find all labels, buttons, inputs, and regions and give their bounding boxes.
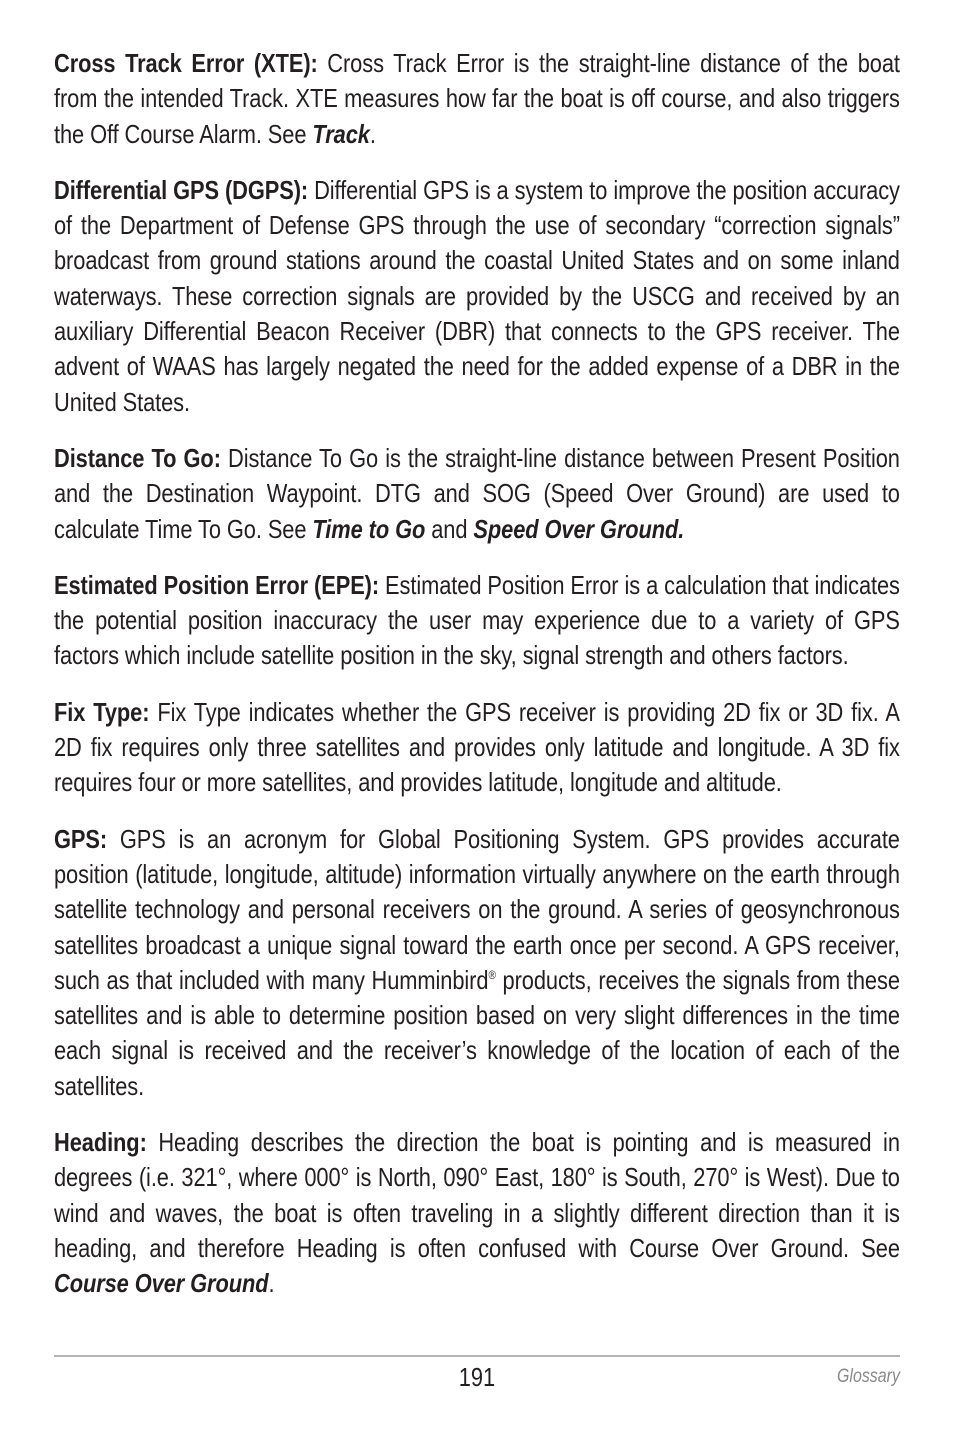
glossary-definition: Estimated Position Error is a calculation that indicates the potential position inaccuracy the user may experience due to a variety of GPS factors which include satellite position in the sky, signal strength and others factors.	[54, 569, 900, 671]
glossary-term: Distance To Go:	[54, 442, 221, 473]
registered-trademark-mark: ®	[488, 967, 496, 982]
cross-reference-link[interactable]: Track	[312, 118, 370, 149]
glossary-entry-fix-type	[54, 695, 900, 801]
cross-reference-link[interactable]: Course Over Ground	[54, 1268, 269, 1299]
glossary-definition: GPS is an acronym for Global Positioning System. GPS provides accurate position (latitude, longitude, altitude) information virtually anywhere on the earth through satellite technology and personal receivers on the ground. A series of geosynchronous satellites broadcast a unique signal toward the earth once per second. A GPS receiver, such as that included with many Humminbird	[54, 823, 900, 995]
glossary-definition: Heading describes the direction the boat is pointing and is measured in degrees (i.e. 321°, where 000° is North, 090° East, 180° is South, 270° is West). Due to wind and waves, the boat is often traveling in a slightly different direction than it is heading, and therefore Heading is often confused with Course Over Ground. See	[54, 1127, 900, 1263]
glossary-term: Cross Track Error (XTE):	[54, 48, 318, 78]
glossary-entry-epe	[54, 568, 900, 674]
glossary-term: Estimated Position Error (EPE):	[54, 569, 380, 600]
glossary-entry-dgps	[54, 173, 900, 420]
cross-reference-link[interactable]: Time to Go	[312, 513, 426, 544]
glossary-definition: Differential GPS is a system to improve the position accuracy of the Department of Defense GPS through the use of secondary “correction signals” broadcast from ground stations around the coastal United States and on some inland waterways. These correction signals are provided by the USCG and received by an auxiliary Differential Beacon Receiver (DBR) that connects to the GPS receiver. The advent of WAAS has largely negated the need for the added expense of a DBR in the United States.	[54, 174, 900, 417]
page-number: 191	[458, 1362, 496, 1392]
glossary-term: Heading:	[54, 1127, 147, 1158]
glossary-entry-gps	[54, 822, 900, 1104]
glossary-definition-continued: products, receives the signals from these satellites and is able to determine position based on very slight differences in the time each signal is received and the receiver’s knowledge of the location of each of the satellites.	[54, 964, 900, 1101]
glossary-entry-heading	[54, 1125, 900, 1301]
glossary-definition: Fix Type indicates whether the GPS receiver is providing 2D fix or 3D fix. A 2D fix requires only three satellites and provides only latitude and longitude. A 3D fix requires four or more satellites, and provides latitude, longitude and altitude.	[54, 696, 900, 798]
section-label: Glossary	[837, 1366, 900, 1387]
glossary-entry-xte	[54, 46, 900, 152]
glossary-content	[54, 46, 900, 1323]
glossary-term: Differential GPS (DGPS):	[54, 174, 309, 205]
glossary-definition-connector: and	[425, 513, 474, 544]
glossary-definition: Distance To Go is the straight-line distance between Present Position and the Destination Waypoint. DTG and SOG (Speed Over Ground) are used to calculate Time To Go. See	[54, 442, 900, 544]
punctuation: .	[268, 1268, 275, 1299]
cross-reference-link[interactable]: Speed Over Ground.	[473, 513, 685, 544]
punctuation: .	[369, 118, 376, 149]
footer-divider	[54, 1355, 900, 1357]
glossary-term: GPS:	[54, 823, 108, 854]
glossary-entry-distance-to-go	[54, 441, 900, 547]
glossary-definition: Cross Track Error is the straight-line distance of the boat from the intended Track. XTE measures how far the boat is off course, and also triggers the Off Course Alarm. See	[54, 48, 900, 149]
glossary-term: Fix Type:	[54, 696, 150, 727]
